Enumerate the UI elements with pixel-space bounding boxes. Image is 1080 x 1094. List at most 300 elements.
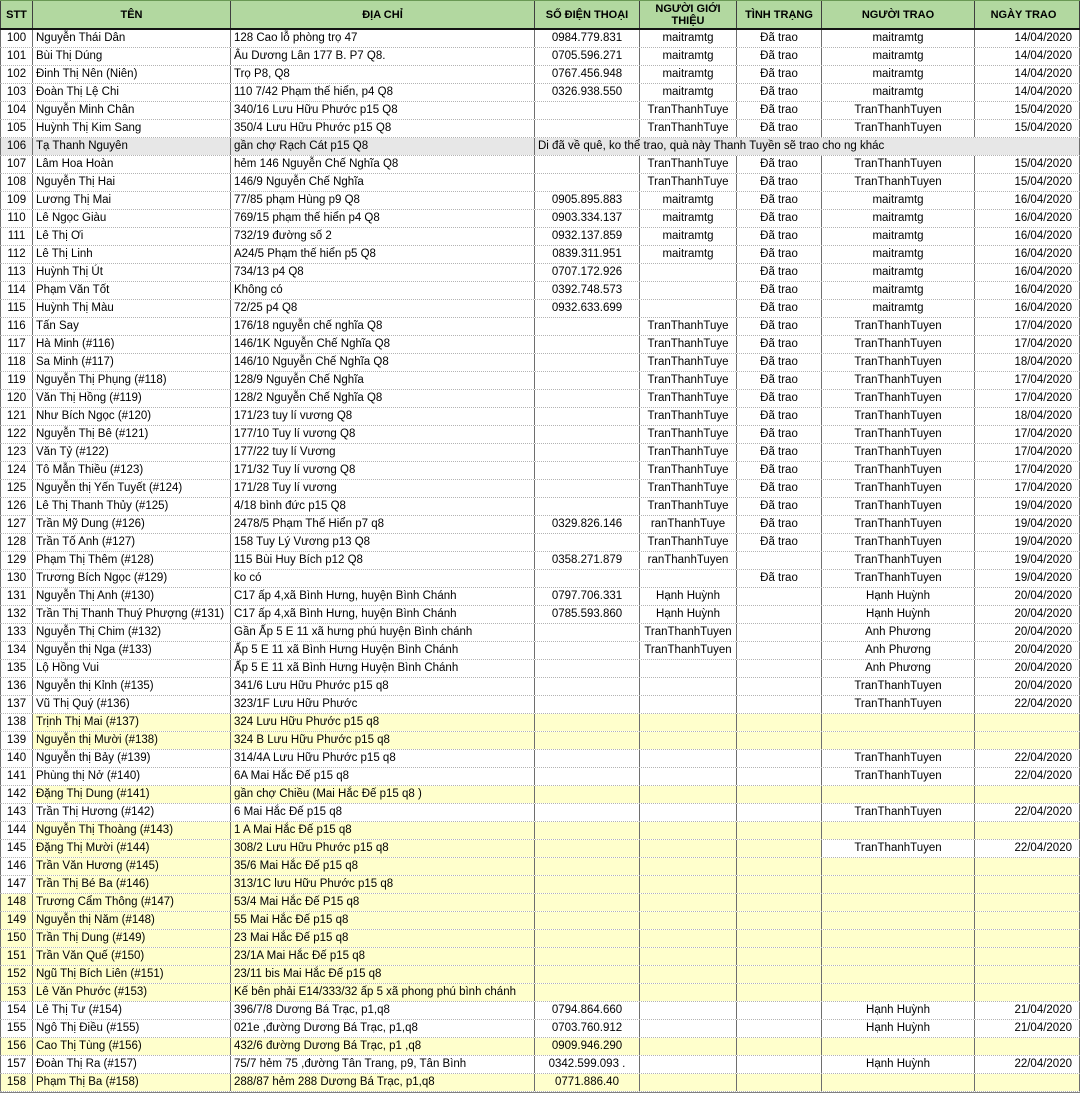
cell-giver[interactable]: Hạnh Huỳnh [822,1002,975,1019]
cell-referrer[interactable]: TranThanhTuye [640,498,737,515]
cell-phone[interactable] [535,696,640,713]
cell-date[interactable] [975,912,1080,929]
cell-referrer[interactable] [640,1020,737,1037]
cell-address[interactable]: Ấp 5 E 11 xã Bình Hưng Huyện Bình Chánh [231,642,535,659]
cell-giver[interactable]: Anh Phương [822,624,975,641]
cell-referrer[interactable]: maitramtg [640,192,737,209]
cell-referrer[interactable] [640,1056,737,1073]
cell-giver[interactable]: TranThanhTuyen [822,444,975,461]
cell-address[interactable]: 176/18 nguyễn chế nghĩa Q8 [231,318,535,335]
cell-stt[interactable]: 102 [0,66,33,83]
cell-name[interactable]: Tạ Thanh Nguyên [33,138,231,155]
cell-giver[interactable]: maitramtg [822,210,975,227]
cell-stt[interactable]: 139 [0,732,33,749]
cell-phone[interactable]: 0797.706.331 [535,588,640,605]
cell-giver[interactable] [822,822,975,839]
cell-date[interactable]: 19/04/2020 [975,516,1080,533]
cell-address[interactable]: 171/23 tuy lí vương Q8 [231,408,535,425]
cell-giver[interactable]: TranThanhTuyen [822,570,975,587]
cell-giver[interactable] [822,912,975,929]
cell-date[interactable]: 18/04/2020 [975,408,1080,425]
cell-status[interactable] [737,678,822,695]
cell-name[interactable]: Huỳnh Thị Kim Sang [33,120,231,137]
cell-address[interactable]: 171/28 Tuy lí vương [231,480,535,497]
cell-giver[interactable] [822,858,975,875]
cell-referrer[interactable] [640,786,737,803]
cell-stt[interactable]: 121 [0,408,33,425]
cell-stt[interactable]: 137 [0,696,33,713]
cell-referrer[interactable] [640,282,737,299]
cell-date[interactable]: 16/04/2020 [975,246,1080,263]
cell-giver[interactable]: Anh Phương [822,660,975,677]
cell-address[interactable]: 158 Tuy Lý Vương p13 Q8 [231,534,535,551]
cell-address[interactable]: hẻm 146 Nguyễn Chế Nghĩa Q8 [231,156,535,173]
cell-date[interactable] [975,714,1080,731]
cell-address[interactable]: 6 Mai Hắc Đế p15 q8 [231,804,535,821]
cell-date[interactable]: 15/04/2020 [975,102,1080,119]
cell-referrer[interactable]: maitramtg [640,30,737,47]
cell-address[interactable]: 1 A Mai Hắc Đế p15 q8 [231,822,535,839]
cell-referrer[interactable]: maitramtg [640,246,737,263]
cell-status[interactable]: Đã trao [737,228,822,245]
cell-address[interactable]: 734/13 p4 Q8 [231,264,535,281]
cell-name[interactable]: Nguyễn Thị Anh (#130) [33,588,231,605]
cell-giver[interactable]: TranThanhTuyen [822,426,975,443]
cell-referrer[interactable] [640,570,737,587]
cell-name[interactable]: Vũ Thị Quý (#136) [33,696,231,713]
cell-giver[interactable]: TranThanhTuyen [822,390,975,407]
cell-referrer[interactable]: maitramtg [640,228,737,245]
cell-address[interactable]: 324 B Lưu Hữu Phước p15 q8 [231,732,535,749]
cell-status[interactable]: Đã trao [737,156,822,173]
cell-name[interactable]: Phạm Văn Tốt [33,282,231,299]
cell-date[interactable]: 17/04/2020 [975,444,1080,461]
cell-stt[interactable]: 138 [0,714,33,731]
cell-address[interactable]: 340/16 Lưu Hữu Phước p15 Q8 [231,102,535,119]
cell-phone[interactable]: 0392.748.573 [535,282,640,299]
cell-referrer[interactable]: TranThanhTuye [640,480,737,497]
cell-referrer[interactable] [640,768,737,785]
cell-giver[interactable]: TranThanhTuyen [822,696,975,713]
cell-name[interactable]: Nguyễn Thị Bê (#121) [33,426,231,443]
cell-address[interactable]: A24/5 Phạm thế hiển p5 Q8 [231,246,535,263]
cell-name[interactable]: Lê Thị Thanh Thủy (#125) [33,498,231,515]
cell-referrer[interactable]: ranThanhTuye [640,516,737,533]
cell-status[interactable] [737,786,822,803]
cell-stt[interactable]: 104 [0,102,33,119]
cell-phone[interactable]: 0785.593.860 [535,606,640,623]
cell-giver[interactable] [822,966,975,983]
cell-name[interactable]: Lâm Hoa Hoàn [33,156,231,173]
header-nguoi-trao[interactable]: NGƯỜI TRAO [822,1,975,28]
cell-giver[interactable]: TranThanhTuyen [822,372,975,389]
cell-address[interactable]: 314/4A Lưu Hữu Phước p15 q8 [231,750,535,767]
cell-stt[interactable]: 127 [0,516,33,533]
cell-phone[interactable] [535,174,640,191]
cell-date[interactable]: 17/04/2020 [975,480,1080,497]
cell-giver[interactable]: maitramtg [822,48,975,65]
cell-stt[interactable]: 122 [0,426,33,443]
cell-date[interactable] [975,822,1080,839]
cell-address[interactable]: 128 Cao lỗ phòng trọ 47 [231,30,535,47]
header-dia-chi[interactable]: ĐỊA CHỈ [231,1,535,28]
cell-referrer[interactable] [640,1038,737,1055]
cell-name[interactable]: Văn Tỷ (#122) [33,444,231,461]
cell-status[interactable]: Đã trao [737,390,822,407]
cell-address[interactable]: C17 ấp 4,xã Bình Hưng, huyện Bình Chánh [231,588,535,605]
cell-name[interactable]: Nguyễn Minh Chân [33,102,231,119]
cell-status[interactable] [737,642,822,659]
cell-name[interactable]: Lê Thị Linh [33,246,231,263]
cell-status[interactable] [737,804,822,821]
cell-date[interactable]: 22/04/2020 [975,750,1080,767]
cell-phone[interactable] [535,768,640,785]
cell-status[interactable] [737,876,822,893]
cell-status[interactable] [737,750,822,767]
cell-referrer[interactable]: TranThanhTuye [640,372,737,389]
cell-referrer[interactable]: TranThanhTuye [640,426,737,443]
cell-name[interactable]: Đoàn Thị Ra (#157) [33,1056,231,1073]
cell-referrer[interactable]: Hạnh Huỳnh [640,606,737,623]
cell-phone[interactable] [535,624,640,641]
cell-giver[interactable]: maitramtg [822,264,975,281]
cell-address[interactable]: 769/15 phạm thế hiển p4 Q8 [231,210,535,227]
cell-referrer[interactable]: TranThanhTuye [640,390,737,407]
cell-phone[interactable] [535,570,640,587]
cell-date[interactable] [975,984,1080,1001]
cell-date[interactable]: 19/04/2020 [975,552,1080,569]
cell-stt[interactable]: 103 [0,84,33,101]
header-nguoi-gioi-thieu[interactable]: NGƯỜI GIỚI THIỆU [640,1,737,28]
cell-name[interactable]: Nguyễn Thị Hai [33,174,231,191]
cell-referrer[interactable] [640,696,737,713]
cell-date[interactable]: 22/04/2020 [975,696,1080,713]
cell-name[interactable]: Tô Mẫn Thiều (#123) [33,462,231,479]
cell-referrer[interactable] [640,876,737,893]
cell-status[interactable]: Đã trao [737,354,822,371]
cell-status[interactable]: Đã trao [737,372,822,389]
cell-phone[interactable]: 0932.137.859 [535,228,640,245]
cell-address[interactable]: 72/25 p4 Q8 [231,300,535,317]
cell-address[interactable]: 23/1A Mai Hắc Đế p15 q8 [231,948,535,965]
cell-phone[interactable] [535,966,640,983]
cell-name[interactable]: Lê Ngọc Giàu [33,210,231,227]
cell-referrer[interactable]: TranThanhTuye [640,102,737,119]
cell-status[interactable]: Đã trao [737,192,822,209]
cell-stt[interactable]: 130 [0,570,33,587]
cell-address[interactable]: 75/7 hẻm 75 ,đường Tân Trang, p9, Tân Bình [231,1056,535,1073]
cell-giver[interactable]: TranThanhTuyen [822,120,975,137]
cell-phone[interactable] [535,804,640,821]
cell-address[interactable]: 4/18 bình đức p15 Q8 [231,498,535,515]
cell-address[interactable]: 23/11 bis Mai Hắc Đế p15 q8 [231,966,535,983]
header-tinh-trang[interactable]: TÌNH TRẠNG [737,1,822,28]
cell-stt[interactable]: 134 [0,642,33,659]
cell-giver[interactable] [822,1038,975,1055]
cell-name[interactable]: Trần Thị Hương (#142) [33,804,231,821]
cell-address[interactable]: 324 Lưu Hữu Phước p15 q8 [231,714,535,731]
cell-date[interactable]: 16/04/2020 [975,192,1080,209]
cell-giver[interactable] [822,876,975,893]
cell-status[interactable]: Đã trao [737,426,822,443]
cell-date[interactable]: 22/04/2020 [975,768,1080,785]
cell-referrer[interactable]: maitramtg [640,48,737,65]
cell-referrer[interactable] [640,948,737,965]
cell-date[interactable]: 20/04/2020 [975,660,1080,677]
cell-status[interactable] [737,966,822,983]
cell-phone[interactable]: 0326.938.550 [535,84,640,101]
cell-phone[interactable] [535,714,640,731]
cell-phone[interactable] [535,426,640,443]
cell-name[interactable]: Phạm Thị Ba (#158) [33,1074,231,1091]
header-so-dien-thoai[interactable]: SỐ ĐIỆN THOẠI [535,1,640,28]
cell-name[interactable]: Trương Cẩm Thông (#147) [33,894,231,911]
cell-stt[interactable]: 136 [0,678,33,695]
cell-phone[interactable] [535,336,640,353]
cell-status[interactable] [737,1038,822,1055]
cell-phone[interactable] [535,840,640,857]
cell-address[interactable]: 341/6 Lưu Hữu Phước p15 q8 [231,678,535,695]
cell-date[interactable] [975,894,1080,911]
cell-stt[interactable]: 105 [0,120,33,137]
cell-name[interactable]: Lê Văn Phước (#153) [33,984,231,1001]
cell-referrer[interactable] [640,678,737,695]
cell-name[interactable]: Bùi Thị Dúng [33,48,231,65]
cell-giver[interactable]: TranThanhTuyen [822,534,975,551]
cell-giver[interactable]: Hạnh Huỳnh [822,588,975,605]
cell-giver[interactable] [822,984,975,1001]
cell-giver[interactable]: TranThanhTuyen [822,552,975,569]
cell-status[interactable] [737,624,822,641]
cell-stt[interactable]: 125 [0,480,33,497]
cell-giver[interactable]: maitramtg [822,192,975,209]
cell-stt[interactable]: 145 [0,840,33,857]
cell-status[interactable] [737,588,822,605]
cell-stt[interactable]: 107 [0,156,33,173]
cell-referrer[interactable]: TranThanhTuye [640,462,737,479]
header-ten[interactable]: TÊN [33,1,231,28]
cell-date[interactable] [975,876,1080,893]
cell-stt[interactable]: 113 [0,264,33,281]
cell-date[interactable]: 22/04/2020 [975,840,1080,857]
cell-status[interactable]: Đã trao [737,246,822,263]
cell-status[interactable]: Đã trao [737,444,822,461]
cell-address[interactable]: 77/85 phạm Hùng p9 Q8 [231,192,535,209]
cell-stt[interactable]: 114 [0,282,33,299]
cell-status[interactable] [737,660,822,677]
cell-phone[interactable] [535,822,640,839]
cell-name[interactable]: Trần Thị Dung (#149) [33,930,231,947]
cell-phone[interactable]: 0771.886.40 [535,1074,640,1091]
cell-address[interactable]: Ấp 5 E 11 xã Bình Hưng Huyện Bình Chánh [231,660,535,677]
cell-date[interactable]: 17/04/2020 [975,426,1080,443]
cell-name[interactable]: Đinh Thị Nên (Niên) [33,66,231,83]
cell-referrer[interactable]: ranThanhTuyen [640,552,737,569]
cell-phone[interactable] [535,660,640,677]
cell-phone[interactable] [535,102,640,119]
cell-phone[interactable] [535,372,640,389]
cell-referrer[interactable]: TranThanhTuye [640,444,737,461]
cell-referrer[interactable]: maitramtg [640,66,737,83]
cell-stt[interactable]: 101 [0,48,33,65]
cell-stt[interactable]: 115 [0,300,33,317]
cell-date[interactable]: 22/04/2020 [975,804,1080,821]
cell-address[interactable]: 53/4 Mai Hắc Đế P15 q8 [231,894,535,911]
cell-giver[interactable] [822,894,975,911]
cell-date[interactable]: 17/04/2020 [975,336,1080,353]
cell-address[interactable]: Kế bên phải E14/333/32 ấp 5 xã phong phú bình chánh [231,984,535,1001]
cell-phone[interactable]: 0932.633.699 [535,300,640,317]
cell-name[interactable]: Nguyễn Thị Thoàng (#143) [33,822,231,839]
cell-referrer[interactable] [640,930,737,947]
cell-address[interactable]: Trọ P8, Q8 [231,66,535,83]
cell-stt[interactable]: 146 [0,858,33,875]
cell-status[interactable]: Đã trao [737,30,822,47]
cell-address[interactable]: 350/4 Lưu Hữu Phước p15 Q8 [231,120,535,137]
cell-giver[interactable]: TranThanhTuyen [822,804,975,821]
cell-status[interactable]: Đã trao [737,462,822,479]
cell-name[interactable]: Trần Thị Thanh Thuý Phượng (#131) [33,606,231,623]
cell-stt[interactable]: 156 [0,1038,33,1055]
cell-referrer[interactable] [640,984,737,1001]
cell-name[interactable]: Ngũ Thị Bích Liên (#151) [33,966,231,983]
cell-status[interactable]: Đã trao [737,408,822,425]
cell-name[interactable]: Nguyễn thị Yến Tuyết (#124) [33,480,231,497]
cell-name[interactable]: Trần Mỹ Dung (#126) [33,516,231,533]
cell-phone[interactable] [535,786,640,803]
cell-address[interactable]: 313/1C lưu Hữu Phước p15 q8 [231,876,535,893]
cell-status[interactable]: Đã trao [737,570,822,587]
cell-address[interactable]: 2478/5 Phạm Thế Hiển p7 q8 [231,516,535,533]
cell-referrer[interactable] [640,858,737,875]
cell-date[interactable]: 17/04/2020 [975,462,1080,479]
header-ngay-trao[interactable]: NGÀY TRAO [975,1,1080,28]
cell-date[interactable]: 19/04/2020 [975,534,1080,551]
cell-date[interactable]: 14/04/2020 [975,30,1080,47]
cell-name[interactable]: Lương Thị Mai [33,192,231,209]
cell-giver[interactable]: TranThanhTuyen [822,354,975,371]
cell-name[interactable]: Huỳnh Thị Út [33,264,231,281]
cell-phone[interactable]: 0705.596.271 [535,48,640,65]
cell-giver[interactable] [822,930,975,947]
cell-referrer[interactable]: TranThanhTuye [640,534,737,551]
cell-status[interactable]: Đã trao [737,264,822,281]
cell-name[interactable]: Lộ Hồng Vui [33,660,231,677]
cell-date[interactable] [975,930,1080,947]
cell-phone[interactable] [535,750,640,767]
cell-giver[interactable]: maitramtg [822,84,975,101]
cell-giver[interactable]: TranThanhTuyen [822,516,975,533]
cell-status[interactable]: Đã trao [737,84,822,101]
cell-giver[interactable] [822,714,975,731]
cell-giver[interactable]: maitramtg [822,300,975,317]
cell-stt[interactable]: 148 [0,894,33,911]
cell-name[interactable]: Đặng Thị Mười (#144) [33,840,231,857]
cell-phone[interactable]: 0984.779.831 [535,30,640,47]
cell-address[interactable]: ko có [231,570,535,587]
cell-phone[interactable] [535,948,640,965]
cell-date[interactable] [975,966,1080,983]
cell-status[interactable]: Đã trao [737,174,822,191]
cell-stt[interactable]: 142 [0,786,33,803]
cell-phone[interactable] [535,912,640,929]
cell-date[interactable]: 20/04/2020 [975,642,1080,659]
cell-status[interactable]: Đã trao [737,318,822,335]
cell-address[interactable]: 146/9 Nguyễn Chế Nghĩa [231,174,535,191]
cell-status[interactable] [737,912,822,929]
cell-phone[interactable]: 0707.172.926 [535,264,640,281]
cell-stt[interactable]: 109 [0,192,33,209]
cell-referrer[interactable] [640,966,737,983]
cell-stt[interactable]: 157 [0,1056,33,1073]
cell-name[interactable]: Lê Thị Ơi [33,228,231,245]
cell-stt[interactable]: 155 [0,1020,33,1037]
cell-stt[interactable]: 154 [0,1002,33,1019]
cell-date[interactable]: 20/04/2020 [975,588,1080,605]
cell-name[interactable]: Ngô Thị Điều (#155) [33,1020,231,1037]
cell-status[interactable]: Đã trao [737,48,822,65]
cell-status[interactable]: Đã trao [737,516,822,533]
cell-name[interactable]: Phùng thị Nở (#140) [33,768,231,785]
cell-address[interactable]: 432/6 đường Dương Bá Trạc, p1 ,q8 [231,1038,535,1055]
cell-stt[interactable]: 131 [0,588,33,605]
cell-name[interactable]: Nguyễn Thị Phụng (#118) [33,372,231,389]
cell-referrer[interactable] [640,894,737,911]
cell-referrer[interactable]: TranThanhTuye [640,318,737,335]
cell-stt[interactable]: 120 [0,390,33,407]
cell-phone[interactable] [535,930,640,947]
cell-giver[interactable]: maitramtg [822,282,975,299]
cell-giver[interactable]: TranThanhTuyen [822,480,975,497]
cell-referrer[interactable] [640,822,737,839]
cell-name[interactable]: Văn Thị Hồng (#119) [33,390,231,407]
cell-phone[interactable]: 0903.334.137 [535,210,640,227]
cell-date[interactable]: 20/04/2020 [975,678,1080,695]
cell-status[interactable]: Đã trao [737,336,822,353]
cell-status[interactable] [737,930,822,947]
cell-name[interactable]: Nguyễn thị Nga (#133) [33,642,231,659]
cell-referrer[interactable] [640,912,737,929]
cell-phone[interactable] [535,642,640,659]
cell-stt[interactable]: 124 [0,462,33,479]
cell-giver[interactable]: TranThanhTuyen [822,462,975,479]
cell-address[interactable]: 55 Mai Hắc Đế p15 q8 [231,912,535,929]
cell-status[interactable] [737,1002,822,1019]
cell-date[interactable] [975,1074,1080,1091]
cell-name[interactable]: Như Bích Ngọc (#120) [33,408,231,425]
cell-name[interactable]: Hà Minh (#116) [33,336,231,353]
cell-phone[interactable]: 0794.864.660 [535,1002,640,1019]
cell-phone[interactable] [535,678,640,695]
cell-note[interactable]: Di đã về quê, ko thể trao, quà này Thanh Tuyền sẽ trao cho ng khác [535,138,1080,155]
cell-referrer[interactable] [640,840,737,857]
cell-date[interactable]: 19/04/2020 [975,570,1080,587]
cell-address[interactable]: Âu Dương Lân 177 B. P7 Q8. [231,48,535,65]
cell-status[interactable] [737,606,822,623]
cell-date[interactable] [975,732,1080,749]
cell-stt[interactable]: 151 [0,948,33,965]
cell-date[interactable] [975,1038,1080,1055]
cell-giver[interactable] [822,732,975,749]
cell-address[interactable]: 288/87 hẻm 288 Dương Bá Trạc, p1,q8 [231,1074,535,1091]
cell-giver[interactable] [822,1074,975,1091]
cell-stt[interactable]: 111 [0,228,33,245]
cell-referrer[interactable]: Hạnh Huỳnh [640,588,737,605]
cell-stt[interactable]: 140 [0,750,33,767]
cell-status[interactable] [737,858,822,875]
cell-date[interactable]: 16/04/2020 [975,210,1080,227]
cell-date[interactable]: 16/04/2020 [975,264,1080,281]
